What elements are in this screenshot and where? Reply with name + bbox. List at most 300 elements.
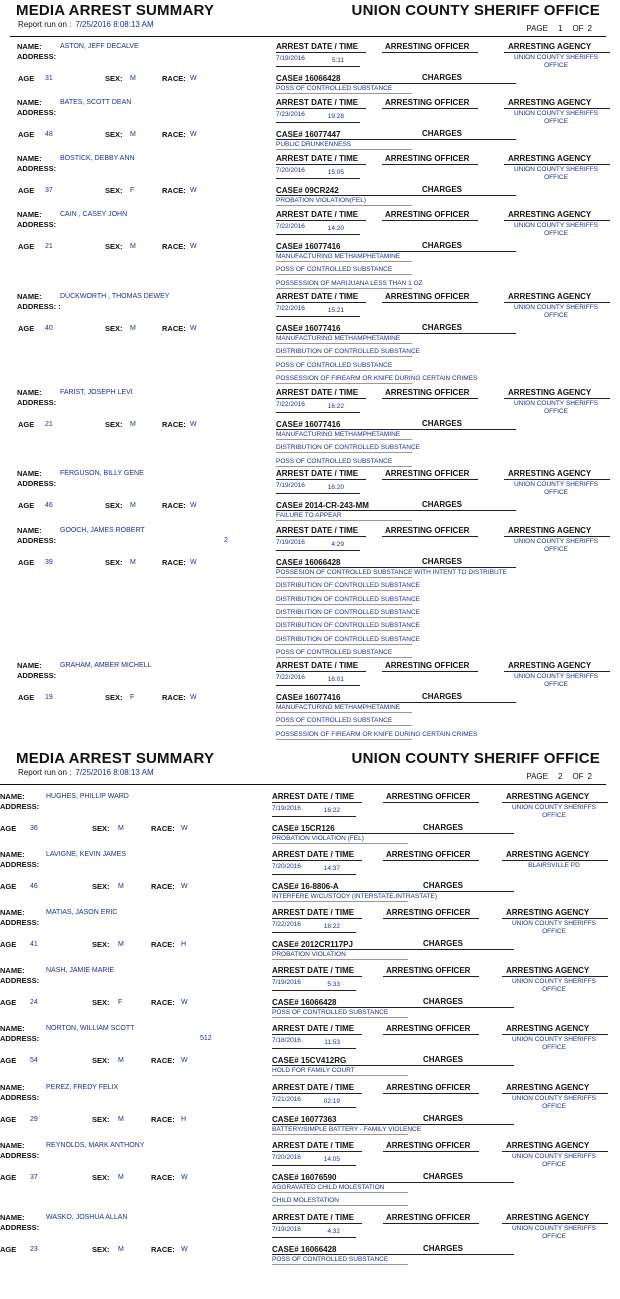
agency-header: ARRESTING AGENCY <box>508 98 592 107</box>
arrest-time: 16:20 <box>327 484 344 491</box>
officer-underline <box>383 1034 479 1035</box>
age-label: AGE <box>18 420 35 429</box>
agency-header: ARRESTING AGENCY <box>506 1141 590 1150</box>
report-run-line <box>18 20 154 29</box>
case-number: CASE# 16077447 <box>276 130 341 139</box>
arrestee-name: NASH, JAMIE MARIE <box>46 967 115 974</box>
dt-underline <box>272 1151 362 1152</box>
arrest-date-header: ARREST DATE / TIME <box>276 292 359 301</box>
case-underline <box>272 1007 514 1008</box>
arrestee-name: LAVIGNE, KEVIN JAMES <box>46 851 127 858</box>
charges-header: CHARGES <box>422 185 463 194</box>
run-value: 7/25/2016 8:08:13 AM <box>75 20 154 29</box>
arrestee-name: GRAHAM, AMBER MICHELL <box>60 662 152 669</box>
sex-label: SEX: <box>105 420 123 429</box>
charge-item: POSS OF CONTROLLED SUBSTANCE <box>276 717 393 725</box>
arrest-date: 7/19/2016 <box>272 979 301 986</box>
arrest-date: 7/19/2016 <box>276 482 305 489</box>
arrest-date-header: ARREST DATE / TIME <box>276 469 359 478</box>
agency-underline <box>502 1093 608 1094</box>
race-label: RACE: <box>151 882 175 891</box>
dt-underline <box>272 976 362 977</box>
case-underline <box>276 429 516 430</box>
officer-header: ARRESTING OFFICER <box>385 388 470 397</box>
charge-underline <box>276 93 412 94</box>
race-label: RACE: <box>151 1245 175 1254</box>
race-label: RACE: <box>162 130 186 139</box>
charge-underline <box>276 288 412 289</box>
race-label: RACE: <box>162 558 186 567</box>
name-label: NAME: <box>17 469 42 478</box>
officer-underline <box>382 536 478 537</box>
arrest-time: 5:11 <box>331 57 344 64</box>
name-label: NAME: <box>17 526 42 535</box>
date-underline <box>276 178 360 179</box>
page-total: 2 <box>587 24 592 33</box>
arrest-date: 7/22/2016 <box>272 921 301 928</box>
date-underline <box>276 550 360 551</box>
case-underline <box>276 567 516 568</box>
charge-underline <box>272 1134 408 1135</box>
arrestee-name: NORTON, WILLIAM SCOTT <box>46 1025 135 1032</box>
charge-item: POSSESSION OF FIREARM OR KNIFE DURING CERTAIN CRIMES <box>276 730 478 738</box>
page-label: PAGE <box>526 24 548 33</box>
charge-item: DISTRIBUTION OF CONTROLLED SUBSTANCE <box>276 608 420 616</box>
officer-underline <box>382 671 478 672</box>
race-value: W <box>190 421 197 428</box>
case-number: CASE# 15CR126 <box>272 824 335 833</box>
agency-underline <box>502 860 608 861</box>
dt-underline <box>276 164 366 165</box>
race-label: RACE: <box>162 186 186 195</box>
charge-item: POSSESSION OF MARIJUANA LESS THAN 1 OZ <box>276 279 423 287</box>
charge-underline <box>276 590 412 591</box>
age-value: 36 <box>30 825 38 832</box>
agency-value: UNION COUNTY SHERIFFS OFFICE <box>513 222 599 237</box>
charge-underline <box>272 1205 408 1206</box>
sex-label: SEX: <box>105 130 123 139</box>
arrest-date-header: ARREST DATE / TIME <box>272 1083 355 1092</box>
date-underline <box>276 234 360 235</box>
age-value: 19 <box>45 694 53 701</box>
officer-header: ARRESTING OFFICER <box>386 1024 471 1033</box>
age-value: 37 <box>30 1174 38 1181</box>
age-label: AGE <box>18 130 35 139</box>
race-value: W <box>181 1246 188 1253</box>
office-title: UNION COUNTY SHERIFF OFFICE <box>351 2 600 19</box>
charge-item: POSS OF CONTROLLED SUBSTANCE <box>272 1009 389 1016</box>
officer-header: ARRESTING OFFICER <box>385 98 470 107</box>
dt-underline <box>276 108 366 109</box>
agency-underline <box>504 398 610 399</box>
age-value: 46 <box>30 883 38 890</box>
page-of-label: OF <box>572 772 584 781</box>
arrestee-name: MATIAS, JASON ERIC <box>46 909 118 916</box>
case-underline <box>276 195 516 196</box>
agency-value: UNION COUNTY SHERIFFS OFFICE <box>513 304 599 319</box>
arrest-date-header: ARREST DATE / TIME <box>276 210 359 219</box>
charge-item: CHILD MOLESTATION <box>272 1197 339 1205</box>
page-number: 2 <box>557 772 563 781</box>
case-underline <box>276 333 516 334</box>
race-value: W <box>190 559 197 566</box>
sex-label: SEX: <box>105 558 123 567</box>
charge-underline <box>276 630 412 631</box>
charges-header: CHARGES <box>422 73 463 82</box>
age-value: 48 <box>45 131 53 138</box>
age-label: AGE <box>0 998 17 1007</box>
date-underline <box>276 316 360 317</box>
case-number: CASE# 16077416 <box>276 324 341 333</box>
arrestee-name: ASTON, JEFF DECALVE <box>60 43 139 50</box>
date-underline <box>276 412 360 413</box>
charge-underline <box>276 657 412 658</box>
race-label: RACE: <box>162 501 186 510</box>
arrestee-name: REYNOLDS, MARK ANTHONY <box>46 1142 145 1149</box>
agency-value: UNION COUNTY SHERIFFS OFFICE <box>511 920 597 935</box>
dt-underline <box>276 52 366 53</box>
age-value: 46 <box>45 502 53 509</box>
race-label: RACE: <box>162 420 186 429</box>
race-value: W <box>190 187 197 194</box>
arrest-time: 15:21 <box>327 307 344 314</box>
age-label: AGE <box>18 558 35 567</box>
arrest-date: 7/22/2016 <box>276 401 305 408</box>
officer-underline <box>383 1151 479 1152</box>
report-title: MEDIA ARREST SUMMARY <box>16 2 215 19</box>
arrest-date-header: ARREST DATE / TIME <box>276 98 359 107</box>
charge-item: MANUFACTURING METHAMPHETAMINE <box>276 335 401 342</box>
sex-value: M <box>130 559 136 566</box>
address-label: ADDRESS: <box>0 860 40 869</box>
charge-underline <box>276 383 412 384</box>
dt-underline <box>272 860 362 861</box>
agency-header: ARRESTING AGENCY <box>506 1213 590 1222</box>
officer-header: ARRESTING OFFICER <box>386 1213 471 1222</box>
race-label: RACE: <box>162 324 186 333</box>
case-number: CASE# 15CV412RG <box>272 1056 347 1065</box>
officer-header: ARRESTING OFFICER <box>385 42 470 51</box>
agency-header: ARRESTING AGENCY <box>508 292 592 301</box>
age-label: AGE <box>18 324 35 333</box>
charge-item: PROBATION VIOLATION (FEL) <box>272 835 364 842</box>
sex-value: M <box>118 1116 124 1123</box>
age-label: AGE <box>18 693 35 702</box>
race-label: RACE: <box>151 1173 175 1182</box>
charge-item: POSSESION OF CONTROLLED SUBSTANCE WITH INTENT TO DISTRIBUTE <box>276 569 508 576</box>
race-value: H <box>181 941 187 948</box>
age-label: AGE <box>18 74 35 83</box>
dt-underline <box>272 918 362 919</box>
officer-underline <box>383 802 479 803</box>
case-underline <box>272 1124 514 1125</box>
case-number: CASE# 16077416 <box>276 420 341 429</box>
agency-value: UNION COUNTY SHERIFFS OFFICE <box>513 673 599 688</box>
arrestee-name: HUGHES, PHILLIP WARD <box>46 793 129 800</box>
sex-label: SEX: <box>92 998 110 1007</box>
race-value: W <box>190 694 197 701</box>
date-underline <box>276 493 360 494</box>
charge-item: POSS OF CONTROLLED SUBSTANCE <box>276 266 393 274</box>
address-value: 512 <box>200 1035 212 1042</box>
arrest-date: 7/21/2016 <box>272 1096 301 1103</box>
arrest-time: 02:19 <box>323 1098 340 1105</box>
charge-underline <box>276 712 412 713</box>
age-value: 23 <box>30 1246 38 1253</box>
arrest-time: 18:22 <box>323 923 340 930</box>
officer-header: ARRESTING OFFICER <box>386 908 471 917</box>
address-label: ADDRESS: <box>17 220 57 229</box>
arrest-time: 14:05 <box>323 1156 340 1163</box>
arrest-date: 7/19/2016 <box>276 55 305 62</box>
date-underline <box>276 122 360 123</box>
sex-label: SEX: <box>105 186 123 195</box>
agency-header: ARRESTING AGENCY <box>506 792 590 801</box>
charges-header: CHARGES <box>422 323 463 332</box>
case-number: CASE# 16077416 <box>276 693 341 702</box>
sex-value: M <box>130 421 136 428</box>
arrest-date: 7/22/2016 <box>276 305 305 312</box>
officer-header: ARRESTING OFFICER <box>386 966 471 975</box>
charge-underline <box>272 1192 408 1193</box>
case-number: CASE# 16076590 <box>272 1173 337 1182</box>
arrestee-name: FERGUSON, BILLY GENE <box>60 470 144 477</box>
charges-header: CHARGES <box>423 881 464 890</box>
name-label: NAME: <box>0 1083 25 1092</box>
date-underline <box>272 990 356 991</box>
age-value: 24 <box>30 999 38 1006</box>
address-label: ADDRESS: <box>0 1093 40 1102</box>
arrest-time: 5:33 <box>327 981 340 988</box>
arrest-date-header: ARREST DATE / TIME <box>272 792 355 801</box>
charge-underline <box>272 1017 408 1018</box>
address-label: ADDRESS: <box>17 479 57 488</box>
officer-header: ARRESTING OFFICER <box>385 292 470 301</box>
race-label: RACE: <box>162 242 186 251</box>
arrest-date-header: ARREST DATE / TIME <box>272 908 355 917</box>
race-value: W <box>190 75 197 82</box>
case-underline <box>276 83 516 84</box>
charge-underline <box>276 644 412 645</box>
charge-underline <box>276 343 412 344</box>
agency-header: ARRESTING AGENCY <box>508 526 592 535</box>
charge-underline <box>276 261 412 262</box>
charge-item: DISTRIBUTION OF CONTROLLED SUBSTANCE <box>276 582 420 590</box>
age-label: AGE <box>18 501 35 510</box>
sex-label: SEX: <box>92 1245 110 1254</box>
arrest-time: 16:01 <box>327 676 344 683</box>
address-value: 2 <box>224 537 228 544</box>
arrest-time: 16:22 <box>323 807 340 814</box>
charges-header: CHARGES <box>422 692 463 701</box>
agency-header: ARRESTING AGENCY <box>508 469 592 478</box>
name-label: NAME: <box>0 1141 25 1150</box>
charge-item: DISTRIBUTION OF CONTROLLED SUBSTANCE <box>276 348 420 356</box>
charges-header: CHARGES <box>422 419 463 428</box>
name-label: NAME: <box>17 661 42 670</box>
agency-value: UNION COUNTY SHERIFFS OFFICE <box>513 110 599 125</box>
run-label: Report run on : <box>18 768 72 777</box>
sex-value: M <box>130 325 136 332</box>
age-value: 21 <box>45 421 53 428</box>
arrestee-name: BATES, SCOTT DEAN <box>60 99 132 106</box>
arrest-time: 4:32 <box>327 1228 340 1235</box>
charges-header: CHARGES <box>422 129 463 138</box>
charge-underline <box>276 439 412 440</box>
address-label: ADDRESS: <box>0 1151 40 1160</box>
agency-header: ARRESTING AGENCY <box>506 966 590 975</box>
age-label: AGE <box>0 1173 17 1182</box>
charge-item: POSS OF CONTROLLED SUBSTANCE <box>276 85 393 92</box>
charges-header: CHARGES <box>423 1244 464 1253</box>
arrest-date: 7/22/2016 <box>276 223 305 230</box>
age-label: AGE <box>18 186 35 195</box>
arrest-time: 19:28 <box>327 113 344 120</box>
agency-underline <box>502 1223 608 1224</box>
arrestee-name: PEREZ, FREDY FELIX <box>46 1084 119 1091</box>
charge-underline <box>276 577 412 578</box>
sex-label: SEX: <box>92 824 110 833</box>
charge-item: HOLD FOR FAMILY COURT <box>272 1067 355 1074</box>
officer-underline <box>383 1093 479 1094</box>
case-underline <box>272 1065 514 1066</box>
race-label: RACE: <box>151 1115 175 1124</box>
charge-item: PUBLIC DRUNKENNESS <box>276 141 352 148</box>
name-label: NAME: <box>0 966 25 975</box>
address-label: ADDRESS: <box>0 918 40 927</box>
sex-label: SEX: <box>105 501 123 510</box>
arrestee-name: GOOCH, JAMES ROBERT <box>60 527 145 534</box>
sex-value: F <box>130 694 135 701</box>
charge-item: POSSESSION OF FIREARM OR KNIFE DURING CERTAIN CRIMES <box>276 374 478 382</box>
date-underline <box>272 816 356 817</box>
agency-header: ARRESTING AGENCY <box>508 661 592 670</box>
officer-underline <box>382 302 478 303</box>
charge-item: POSS OF CONTROLLED SUBSTANCE <box>276 361 393 369</box>
case-underline <box>276 510 516 511</box>
agency-value: UNION COUNTY SHERIFFS OFFICE <box>511 804 597 819</box>
age-value: 21 <box>45 243 53 250</box>
dt-underline <box>272 1034 362 1035</box>
arrest-time: 4:29 <box>331 541 344 548</box>
agency-underline <box>504 52 610 53</box>
sex-value: M <box>130 131 136 138</box>
race-value: W <box>190 131 197 138</box>
charge-item: AGGRAVATED CHILD MOLESTATION <box>272 1184 385 1191</box>
officer-header: ARRESTING OFFICER <box>386 1141 471 1150</box>
dt-underline <box>272 802 362 803</box>
charges-header: CHARGES <box>422 500 463 509</box>
charge-underline <box>272 901 408 902</box>
age-value: 39 <box>45 559 53 566</box>
arrest-date: 7/20/2016 <box>272 1154 301 1161</box>
charge-underline <box>276 617 412 618</box>
address-label: ADDRESS: <box>0 802 40 811</box>
arrest-date-header: ARREST DATE / TIME <box>272 1213 355 1222</box>
dt-underline <box>276 220 366 221</box>
charge-item: DISTRIBUTION OF CONTROLLED SUBSTANCE <box>276 444 420 452</box>
charge-underline <box>272 1075 408 1076</box>
address-label: ADDRESS: <box>0 1034 40 1043</box>
agency-header: ARRESTING AGENCY <box>506 1083 590 1092</box>
address-label: ADDRESS: <box>17 108 57 117</box>
date-underline <box>272 932 356 933</box>
sex-value: M <box>130 243 136 250</box>
case-number: CASE# 16-8806-A <box>272 882 339 891</box>
charge-item: INTERFERE W/CUSTODY (INTERSTATE,INTRASTATE) <box>272 893 438 900</box>
agency-value: UNION COUNTY SHERIFFS OFFICE <box>513 166 599 181</box>
arrestee-name: WASKO, JOSHUA ALLAN <box>46 1214 128 1221</box>
agency-underline <box>504 220 610 221</box>
name-label: NAME: <box>17 292 42 301</box>
agency-header: ARRESTING AGENCY <box>508 210 592 219</box>
agency-header: ARRESTING AGENCY <box>508 154 592 163</box>
charge-underline <box>272 843 408 844</box>
sex-value: M <box>118 1246 124 1253</box>
sex-value: F <box>118 999 123 1006</box>
agency-header: ARRESTING AGENCY <box>506 908 590 917</box>
race-value: H <box>181 1116 187 1123</box>
arrest-date: 7/19/2016 <box>272 805 301 812</box>
charge-underline <box>276 725 412 726</box>
arrest-date: 7/18/2016 <box>272 1037 301 1044</box>
charges-header: CHARGES <box>423 1172 464 1181</box>
arrestee-name: FARIST, JOSEPH LEVI <box>60 389 133 396</box>
age-value: 37 <box>45 187 53 194</box>
address-label: ADDRESS: <box>0 976 40 985</box>
charge-underline <box>276 520 412 521</box>
arrest-time: 14:37 <box>323 865 340 872</box>
sex-value: F <box>130 187 135 194</box>
charges-header: CHARGES <box>423 1114 464 1123</box>
officer-header: ARRESTING OFFICER <box>385 526 470 535</box>
race-label: RACE: <box>151 998 175 1007</box>
agency-underline <box>504 302 610 303</box>
agency-underline <box>502 918 608 919</box>
case-number: CASE# 16077363 <box>272 1115 337 1124</box>
date-underline <box>276 66 360 67</box>
officer-header: ARRESTING OFFICER <box>385 469 470 478</box>
case-number: CASE# 16066428 <box>276 74 341 83</box>
age-label: AGE <box>0 1115 17 1124</box>
charge-underline <box>272 1264 408 1265</box>
agency-value: UNION COUNTY SHERIFFS OFFICE <box>511 1153 597 1168</box>
charge-item: POSS OF CONTROLLED SUBSTANCE <box>272 1256 389 1263</box>
case-underline <box>272 891 514 892</box>
arrest-time: 16:22 <box>327 403 344 410</box>
charge-underline <box>276 205 412 206</box>
report-page <box>0 748 620 1299</box>
officer-underline <box>382 108 478 109</box>
date-underline <box>272 1048 356 1049</box>
name-label: NAME: <box>17 154 42 163</box>
officer-header: ARRESTING OFFICER <box>385 210 470 219</box>
case-underline <box>272 833 514 834</box>
officer-header: ARRESTING OFFICER <box>385 154 470 163</box>
date-underline <box>276 685 360 686</box>
age-label: AGE <box>0 940 17 949</box>
arrest-date-header: ARREST DATE / TIME <box>276 526 359 535</box>
charge-underline <box>276 149 412 150</box>
charge-item: POSS OF CONTROLLED SUBSTANCE <box>276 457 393 465</box>
arrest-time: 15:05 <box>327 169 344 176</box>
race-label: RACE: <box>151 824 175 833</box>
arrestee-name: BOSTICK, DEBBY ANN <box>60 155 135 162</box>
dt-underline <box>276 479 366 480</box>
age-label: AGE <box>0 882 17 891</box>
race-label: RACE: <box>162 693 186 702</box>
page-of-label: OF <box>572 24 584 33</box>
